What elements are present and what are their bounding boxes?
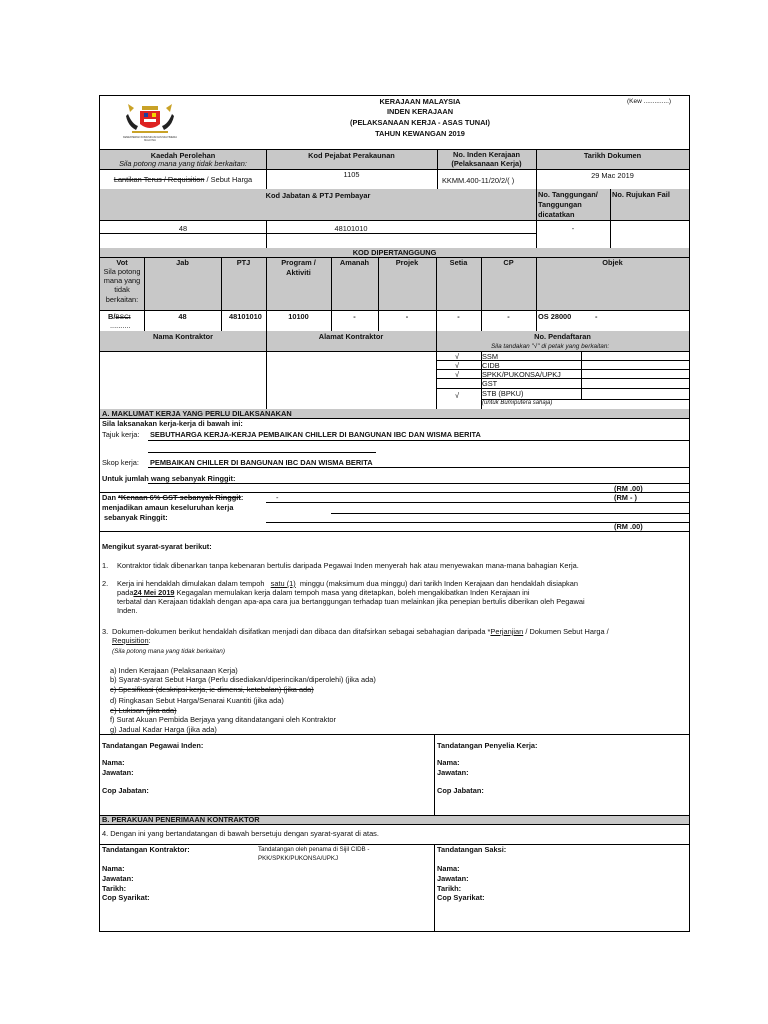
penyelia-jawatan-label: Jawatan: bbox=[437, 768, 469, 777]
kaedah-value: / Sebut Harga bbox=[204, 175, 253, 184]
reg-cidb-label: CIDB bbox=[482, 361, 500, 370]
saksi-sign-title: Tandatangan Saksi: bbox=[437, 845, 507, 854]
kod-pejabat-label: Kod Pejabat Perakaunan bbox=[308, 151, 395, 160]
rm-amount-2: (RM - ) bbox=[614, 493, 637, 502]
p2-pada: pada bbox=[117, 588, 134, 597]
doc-f: f) Surat Akuan Pembida Berjaya yang ditandatangani oleh Kontraktor bbox=[110, 715, 336, 724]
pegawai-nama-label: Nama: bbox=[102, 758, 125, 767]
p2-num: 2. bbox=[102, 579, 109, 588]
doc-c: c) Spesifikasi (deskripsi kerja, ie dimensi, ketebalan) (jika ada) bbox=[110, 685, 314, 694]
kod-dipertanggung-title: KOD DIPERTANGGUNG bbox=[352, 248, 437, 257]
p3-line-1 bbox=[112, 627, 609, 636]
p4-text: 4. Dengan ini yang bertandatangan di bawah bersetuju dengan syarat-syarat di atas. bbox=[102, 829, 379, 838]
p2-satu: satu (1) bbox=[270, 579, 296, 588]
setia-value: - bbox=[457, 312, 460, 321]
kontraktor-nama-label: Nama: bbox=[102, 864, 125, 873]
kaedah-perolehan-sub: Sila potong mana yang tidak berkaitan: bbox=[119, 159, 247, 168]
kew-label: (Kew ..............) bbox=[627, 98, 672, 105]
p3-perjanjian: Perjanjian bbox=[490, 627, 524, 636]
title-tahun: TAHUN KEWANGAN 2019 bbox=[375, 129, 465, 138]
doc-g: g) Jadual Kadar Harga (jika ada) bbox=[110, 725, 217, 734]
saksi-nama-label: Nama: bbox=[437, 864, 460, 873]
kontraktor-tarikh-label: Tarikh: bbox=[102, 884, 127, 893]
p3-colon: : bbox=[148, 636, 151, 645]
no-inden-label-2: (Pelaksanaan Kerja) bbox=[451, 159, 522, 168]
stb-note: (untuk Bumiputera sahaja) bbox=[482, 400, 553, 406]
p3-line-2 bbox=[112, 636, 151, 645]
gst-label: *Kenaan 6% GST sebanyak Ringgit bbox=[118, 493, 241, 502]
kaedah-perolehan-label: Kaedah Perolehan bbox=[150, 151, 216, 160]
p3-num: 3. bbox=[102, 627, 109, 636]
ptj-code-value: 48101010 bbox=[229, 312, 262, 321]
penyelia-title: Tandatangan Penyelia Kerja: bbox=[437, 741, 538, 750]
reg-spkk-label: SPKK/PUKONSA/UPKJ bbox=[482, 370, 561, 379]
vot-sub-3: tidak bbox=[114, 285, 130, 294]
amanah-header: Amanah bbox=[339, 258, 370, 267]
tarikh-dokumen-label: Tarikh Dokumen bbox=[583, 151, 642, 160]
menjadikan-label: menjadikan amaun keseluruhan kerja bbox=[102, 503, 234, 512]
p3-req: Requisition bbox=[112, 636, 149, 645]
vot-struck: BSCt bbox=[115, 314, 131, 321]
no-pendaftaran-label: No. Pendaftaran bbox=[534, 332, 591, 341]
saksi-jawatan-label: Jawatan: bbox=[437, 874, 469, 883]
title-pelaksanaan: (PELAKSANAAN KERJA - ASAS TUNAI) bbox=[350, 118, 490, 127]
p2-line-2 bbox=[117, 588, 530, 597]
p1-num: 1. bbox=[102, 561, 109, 570]
jab-header: Jab bbox=[176, 258, 189, 267]
no-tanggungan-label-3: dicatatkan bbox=[538, 210, 575, 219]
penyelia-cop-label: Cop Jabatan: bbox=[437, 786, 484, 795]
vot-sub-1: Sila potong bbox=[103, 267, 141, 276]
p2-line-1 bbox=[117, 579, 578, 588]
p3-b: / Dokumen Sebut Harga / bbox=[523, 627, 609, 636]
no-inden-value: KKMM.400-11/20/2/( ) bbox=[442, 176, 515, 185]
jumlah-label: Untuk jumlah wang sebanyak Ringgit: bbox=[102, 474, 236, 483]
kaedah-perolehan-value bbox=[100, 175, 266, 184]
tarikh-dokumen-value: 29 Mac 2019 bbox=[591, 171, 634, 180]
objek-header: Objek bbox=[602, 258, 623, 267]
p2-line-3: terbatal dan Kerajaan tidaklah dengan apa-apa cara jua bertanggungan terhadap tuan melainkan jika penepian bertulis diberikan oleh Pegawai bbox=[117, 597, 585, 606]
no-rujukan-label: No. Rujukan Fail bbox=[612, 190, 670, 199]
kontraktor-sign-title: Tandatangan Kontraktor: bbox=[102, 845, 190, 854]
pegawai-cop-label: Cop Jabatan: bbox=[102, 786, 149, 795]
no-tanggungan-label: No. Tanggungan/ bbox=[538, 190, 598, 199]
tajuk-label: Tajuk kerja: bbox=[102, 430, 140, 439]
program-header-2: Aktiviti bbox=[286, 268, 311, 277]
penyelia-nama-label: Nama: bbox=[437, 758, 460, 767]
gst-colon: : bbox=[240, 493, 244, 502]
pegawai-jawatan-label: Jawatan: bbox=[102, 768, 134, 777]
saksi-tarikh-label: Tarikh: bbox=[437, 884, 462, 893]
kaedah-struck: Lantikan Terus / Requisition bbox=[113, 175, 205, 184]
p2-date: 24 Mei 2019 bbox=[133, 588, 175, 597]
p2-line-4: Inden. bbox=[117, 606, 138, 615]
government-crest-icon bbox=[120, 102, 180, 146]
program-value: 10100 bbox=[288, 312, 309, 321]
nama-kontraktor-label: Nama Kontraktor bbox=[153, 332, 213, 341]
jab-value: 48 bbox=[178, 312, 187, 321]
p1-text: Kontraktor tidak dibenarkan tanpa kebenaran bertulis daripada Pegawai Inden menyerah hak atau menyewakan mana-mana bahagian Kerja. bbox=[117, 561, 579, 570]
objek-dash: - bbox=[595, 312, 598, 321]
alamat-kontraktor-label: Alamat Kontraktor bbox=[318, 332, 384, 341]
reg-ssm-tick: √ bbox=[455, 352, 460, 361]
kontraktor-jawatan-label: Jawatan: bbox=[102, 874, 134, 883]
objek-value: OS 28000 bbox=[538, 312, 572, 321]
no-tanggungan-label-2: Tanggungan bbox=[538, 200, 582, 209]
jabatan-value: 48 bbox=[178, 224, 188, 233]
kod-jabatan-label: Kod Jabatan & PTJ Pembayar bbox=[265, 191, 371, 200]
kod-pejabat-value: 1105 bbox=[343, 170, 360, 179]
p2-c: Kegagalan memulakan kerja dalam tempoh masa yang ditetapkan, boleh mengakibatkan Inden Kerajaan ini bbox=[176, 588, 530, 597]
title-kerajaan: KERAJAAN MALAYSIA bbox=[379, 97, 461, 106]
setia-header: Setia bbox=[449, 258, 468, 267]
dan-prefix: Dan bbox=[102, 493, 119, 502]
projek-header: Projek bbox=[395, 258, 419, 267]
doc-d: d) Ringkasan Sebut Harga/Senarai Kuantiti (jika ada) bbox=[110, 696, 284, 705]
section-b-title: B. PERAKUAN PENERIMAAN KONTRAKTOR bbox=[102, 815, 260, 824]
p2-a: Kerja ini hendaklah dimulakan dalam tempoh bbox=[117, 579, 265, 588]
doc-e: e) Lukisan (jika ada) bbox=[110, 706, 177, 715]
tanggungan-value: - bbox=[571, 224, 575, 233]
doc-b: b) Syarat-syarat Sebut Harga (Perlu disediakan/diperincikan/diperolehi) (jika ada) bbox=[110, 675, 376, 684]
pegawai-inden-title: Tandatangan Pegawai Inden: bbox=[102, 741, 204, 750]
kontraktor-sign-note-2: PKK/SPKK/PUKONSA/UPKJ bbox=[258, 855, 339, 862]
vot-dots: .......... bbox=[110, 321, 131, 330]
section-a-intro: Sila laksanakan kerja-kerja di bawah ini: bbox=[102, 419, 243, 428]
gst-line bbox=[102, 493, 243, 502]
syarat-title: Mengikut syarat-syarat berikut: bbox=[102, 542, 212, 551]
reg-gst-label: GST bbox=[482, 379, 498, 388]
vot-sub-2: mana yang bbox=[103, 276, 141, 285]
section-a-title: A. MAKLUMAT KERJA YANG PERLU DILAKSANAKAN bbox=[102, 409, 292, 418]
p2-b: minggu (maksimum dua minggu) dari tarikh Inden Kerajaan dan hendaklah disiapkan bbox=[299, 579, 578, 588]
crest-caption: KEMENTERIAN KOMUNIKASI DAN MULTIMEDIA MALAYSIA bbox=[123, 136, 177, 142]
ptj-header: PTJ bbox=[236, 258, 251, 267]
indent-form bbox=[99, 95, 690, 932]
doc-a: a) Inden Kerajaan (Pelaksanaan Kerja) bbox=[110, 666, 238, 675]
vot-sub-4: berkaitan: bbox=[105, 295, 139, 304]
reg-stb-tick: √ bbox=[455, 391, 460, 400]
program-header: Program / bbox=[281, 258, 316, 267]
title-inden: INDEN KERAJAAN bbox=[386, 107, 454, 116]
kontraktor-sign-note: Tandatangan oleh penama di Sijil CIDB - bbox=[258, 846, 370, 853]
reg-ssm-label: SSM bbox=[482, 352, 499, 361]
ptj-value: 48101010 bbox=[334, 224, 368, 233]
skop-label: Skop kerja: bbox=[102, 458, 139, 467]
p3-note: (Sila potong mana yang tidak berkaitan) bbox=[112, 648, 225, 655]
vot-b: B/ bbox=[108, 312, 116, 321]
cp-value: - bbox=[507, 312, 510, 321]
p3-a: Dokumen-dokumen berikut hendaklah disifatkan menjadi dan dibaca dan ditafsirkan sebagai sebahagian daripada * bbox=[112, 627, 491, 636]
reg-cidb-tick: √ bbox=[455, 361, 460, 370]
saksi-cop-label: Cop Syarikat: bbox=[437, 893, 485, 902]
tandakan-note: Sila tandakan "√" di petak yang berkaitan: bbox=[491, 343, 610, 350]
amanah-value: - bbox=[353, 312, 356, 321]
skop-value: PEMBAIKAN CHILLER DI BANGUNAN IBC DAN WISMA BERITA bbox=[150, 458, 373, 467]
no-inden-label: No. Inden Kerajaan bbox=[453, 150, 520, 159]
rm-amount-1: (RM .00) bbox=[614, 484, 643, 493]
menjadikan-label-2: sebanyak Ringgit: bbox=[104, 513, 168, 522]
vot-header: Vot bbox=[116, 258, 128, 267]
reg-spkk-tick: √ bbox=[455, 370, 460, 379]
cp-header: CP bbox=[503, 258, 514, 267]
rm-amount-3: (RM .00) bbox=[614, 522, 643, 531]
tajuk-value: SEBUTHARGA KERJA-KERJA PEMBAIKAN CHILLER DI BANGUNAN IBC DAN WISMA BERITA bbox=[150, 430, 481, 439]
kontraktor-cop-label: Cop Syarikat: bbox=[102, 893, 150, 902]
reg-stb-label: STB (BPKU) bbox=[482, 389, 524, 398]
gst-dash: - bbox=[276, 493, 279, 502]
projek-value: - bbox=[405, 312, 409, 321]
